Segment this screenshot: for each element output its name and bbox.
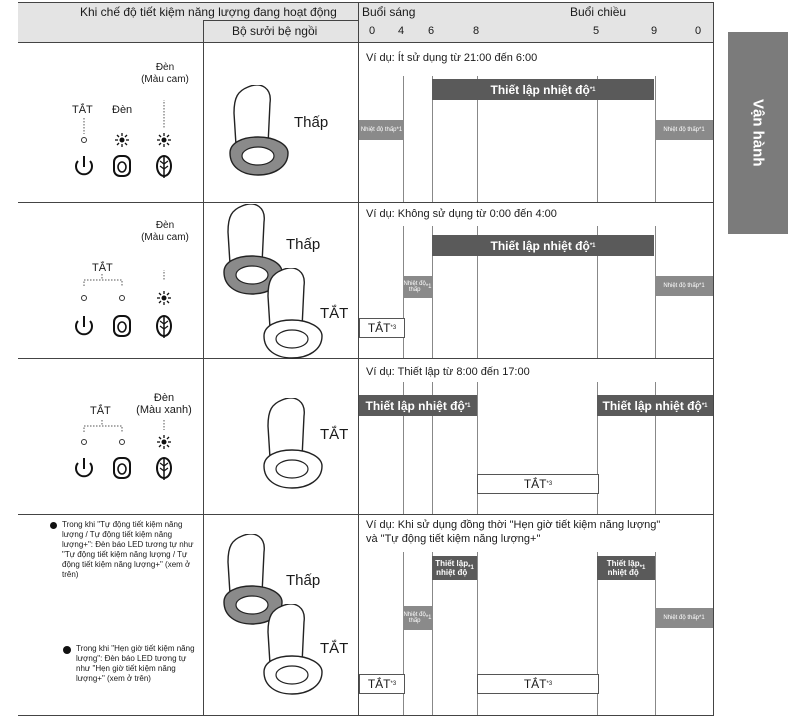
row4-bar-low-right: Nhiệt độ thấp *1 <box>655 608 713 628</box>
row3-toilet-off-illustration <box>262 398 326 490</box>
indicator-light-icon <box>115 133 129 147</box>
row1-bar-low-right: Nhiệt độ thấp *1 <box>655 120 713 140</box>
tick-8: 8 <box>473 25 480 37</box>
row4-note-2: Trong khi "Hẹn giờ tiết kiệm năng lượng": Đèn báo LED tương tự như "Hẹn giờ tiết kiệm năng lượng+" (xem ở trên) <box>76 644 196 684</box>
side-tab-operation <box>728 32 788 234</box>
row1-example: Ví dụ: Ít sử dụng từ 21:00 đến 6:00 <box>366 52 538 64</box>
row2-light-orange-label: Đèn (Màu cam) <box>141 220 189 243</box>
row3-led-panel <box>62 418 192 498</box>
power-icon <box>76 458 92 476</box>
grid-line <box>203 20 204 716</box>
row2-seat-low: Thấp <box>286 236 321 253</box>
seat-icon <box>114 156 130 176</box>
row3-seat-off: TẮT <box>320 426 349 443</box>
leaf-icon <box>157 156 171 178</box>
indicator-off-icon <box>120 440 125 445</box>
row1-toilet-low-illustration <box>228 85 292 177</box>
leaf-icon <box>157 316 171 338</box>
grid-line <box>18 202 714 203</box>
row4-seat-off: TẮT <box>320 640 349 657</box>
indicator-light-icon <box>157 133 171 147</box>
bullet-icon <box>63 646 71 654</box>
grid-line <box>18 715 714 716</box>
power-icon <box>76 316 92 334</box>
timeline-guide <box>477 382 478 514</box>
tick-0-end: 0 <box>695 25 702 37</box>
grid-line <box>18 2 714 3</box>
row2-led-panel <box>62 270 192 350</box>
timeline-guide <box>655 552 656 715</box>
grid-line <box>18 514 714 515</box>
tick-9: 9 <box>651 25 658 37</box>
grid-line <box>713 2 714 716</box>
row2-off-label: TẮT <box>92 262 113 274</box>
row1-off-label: TẮT <box>72 104 93 116</box>
indicator-light-icon <box>157 291 171 305</box>
row1-led-panel <box>62 100 192 180</box>
row4-toilet-off-illustration <box>262 604 326 696</box>
indicator-off-icon <box>120 296 125 301</box>
indicator-off-icon <box>82 138 87 143</box>
row4-off-box-left: TẮT *3 <box>359 674 405 694</box>
tick-4: 4 <box>398 25 405 37</box>
row3-bar-set-temp-right: Thiết lập nhiệt độ *1 <box>597 395 713 416</box>
header-seat-heater: Bộ sưởi bệ ngồi <box>232 24 318 38</box>
row2-bar-set-temp: Thiết lập nhiệt độ *1 <box>432 235 654 256</box>
row1-seat-low: Thấp <box>294 114 329 131</box>
grid-line <box>18 42 714 43</box>
row3-example: Ví dụ: Thiết lập từ 8:00 đến 17:00 <box>366 366 530 378</box>
header-morning: Buổi sáng <box>362 5 416 19</box>
seat-icon <box>114 458 130 478</box>
grid-line <box>18 358 714 359</box>
seat-icon <box>114 316 130 336</box>
row3-light-green-label: Đèn (Màu xanh) <box>136 392 192 416</box>
row4-seat-low: Thấp <box>286 572 321 589</box>
row4-note-1: Trong khi "Tự động tiết kiệm năng lượng / Tự động tiết kiệm năng lượng+": Đèn báo LED tương tự như "Tự động tiết kiệm năng lượng / Tự động tiết kiệm năng lượng+" (xem ở trên) <box>62 520 194 580</box>
row1-light-label: Đèn <box>112 104 133 116</box>
row2-bar-low-mid: Nhiệt độ thấp *1 <box>403 276 432 298</box>
row3-bar-set-temp-left: Thiết lập nhiệt độ *1 <box>359 395 477 416</box>
row1-bar-set-temp: Thiết lập nhiệt độ *1 <box>432 79 654 100</box>
indicator-off-icon <box>82 440 87 445</box>
tick-5: 5 <box>593 25 600 37</box>
row4-example: Ví dụ: Khi sử dụng đồng thời "Hẹn giờ tiết kiệm năng lượng" và "Tự động tiết kiệm năng lượng+" <box>366 519 661 545</box>
tick-6: 6 <box>428 25 435 37</box>
side-tab-label: Vận hành <box>749 99 767 167</box>
row1-bar-low-left: Nhiệt độ thấp *1 <box>359 120 404 140</box>
row2-toilet-off-illustration <box>262 268 326 360</box>
power-icon <box>76 156 92 174</box>
indicator-light-icon <box>157 435 171 449</box>
leaf-icon <box>157 458 171 480</box>
header-title: Khi chế độ tiết kiệm năng lượng đang hoạt động <box>80 5 337 19</box>
grid-line <box>203 20 358 21</box>
row4-bar-low-mid: Nhiệt độ thấp *1 <box>403 606 432 630</box>
row3-off-label: TẮT <box>90 405 111 417</box>
tick-0: 0 <box>369 25 376 37</box>
row2-example: Ví dụ: Không sử dụng từ 0:00 đến 4:00 <box>366 208 557 220</box>
row4-off-box-mid: TẮT *3 <box>477 674 599 694</box>
row1-light-orange-label: Đèn (Màu cam) <box>141 62 189 85</box>
indicator-off-icon <box>82 296 87 301</box>
row4-bar-set-temp-right: Thiết lập nhiệt độ *1 <box>597 556 655 580</box>
row2-seat-off: TẮT <box>320 305 349 322</box>
bullet-icon <box>50 522 57 529</box>
row2-off-box: TẮT *3 <box>359 318 405 338</box>
row2-bar-low-right: Nhiệt độ thấp *1 <box>655 276 713 296</box>
row4-bar-set-temp-left: Thiết lập nhiệt độ *1 <box>432 556 477 580</box>
grid-line <box>358 2 359 716</box>
header-afternoon: Buổi chiều <box>570 5 627 19</box>
row3-off-box: TẮT *3 <box>477 474 599 494</box>
